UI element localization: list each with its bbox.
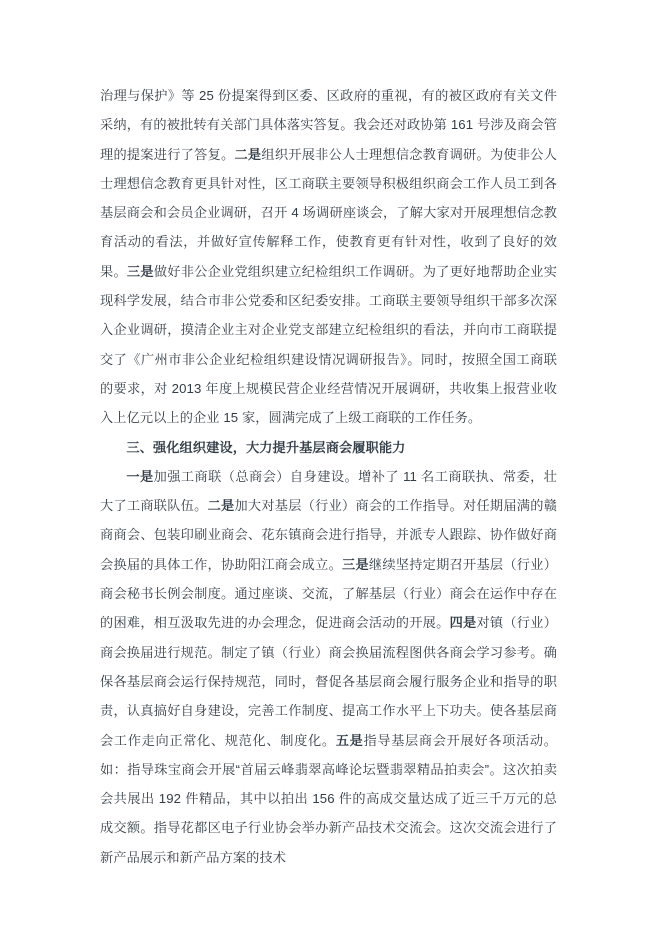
bold-text-run: 一是 [126, 468, 154, 484]
bold-text-run: 三、强化组织建设，大力提升基层商会履职能力 [126, 439, 406, 455]
text-run: 加大对基层（行业）商会的工作指导。对任期届满的赣商商会、包装印刷业商会、花东镇商会进行指导，并派专人跟踪、协作做好商会换届的具体工作，协助阳江商会成立。 [100, 498, 557, 572]
bold-text-run: 五是 [335, 732, 364, 748]
bold-text-run: 四是 [449, 615, 477, 631]
bold-text-run: 二是 [234, 146, 262, 162]
section-heading [100, 433, 557, 462]
text-run: 对镇（行业）商会换届进行规范。制定了镇（行业）商会换届流程图供各商会学习参考。确保各基层商会运行保持规范，同时，督促各基层商会履行服务企业和指导的职责，认真搞好自身建设，完善工作制度、提高工作水平上下功夫。使各基层商会工作走向正常化、规范化、制度化。 [100, 615, 557, 748]
bold-text-run: 二是 [207, 498, 235, 514]
text-run: 继续坚持定期召开基层（行业）商会秘书长例会制度。通过座谈、交流，了解基层（行业）商会在运作中存在的困难，相互汲取先进的办会理念，促进商会活动的开展。 [100, 556, 557, 631]
paragraph-continuation [100, 81, 557, 433]
text-run: 治理与保护》等 25 份提案得到区委、区政府的重视，有的被区政府有关文件采纳，有的被批转有关部门具体落实答复。我会还对政协第 161 号涉及商会管理的提案进行了答复。 [100, 88, 557, 162]
text-run: 组织开展非公人士理想信念教育调研。为使非公人士理想信念教育更具针对性，区工商联主要领导积极组织商会工作人员工到各基层商会和会员企业调研，召开 4 场调研座谈会，了解大家对开展理想信念教育活动的看法，并做好宣传解释工作，使教育更有针对性，收到了良好的效果。 [100, 146, 558, 279]
text-run: 加强工商联（总商会）自身建设。增补了 11 名工商联执、常委，壮大了工商联队伍。 [100, 468, 558, 514]
paragraph-body [100, 462, 557, 872]
text-run: 指导基层商会开展好各项活动。如：指导珠宝商会开展“首届云峰翡翠高峰论坛暨翡翠精品拍卖会”。这次拍卖会共展出 192 件精品，其中以拍出 156 件的高成交量达成了近三千万元的总成交额。指导花都区电子行业协会举办新产品技术交流会。这次交流会进行了新产品展示和新产品方案的技术 [100, 732, 557, 865]
text-run: 做好非公企业党组织建立纪检组织工作调研。为了更好地帮助企业实现科学发展，结合市非公党委和区纪委安排。工商联主要领导组织干部多次深入企业调研，摸清企业主对企业党支部建立纪检组织的看法，并向市工商联提交了《广州市非公企业纪检组织建设情况调研报告》。同时，按照全国工商联的要求，对 2013 年度上规模民营企业经营情况开展调研，共收集上报营业收入上亿元以上的企业 15 家，圆满完成了上级工商联的工作任务。 [100, 263, 558, 426]
bold-text-run: 三是 [342, 556, 369, 572]
bold-text-run: 三是 [126, 263, 154, 279]
